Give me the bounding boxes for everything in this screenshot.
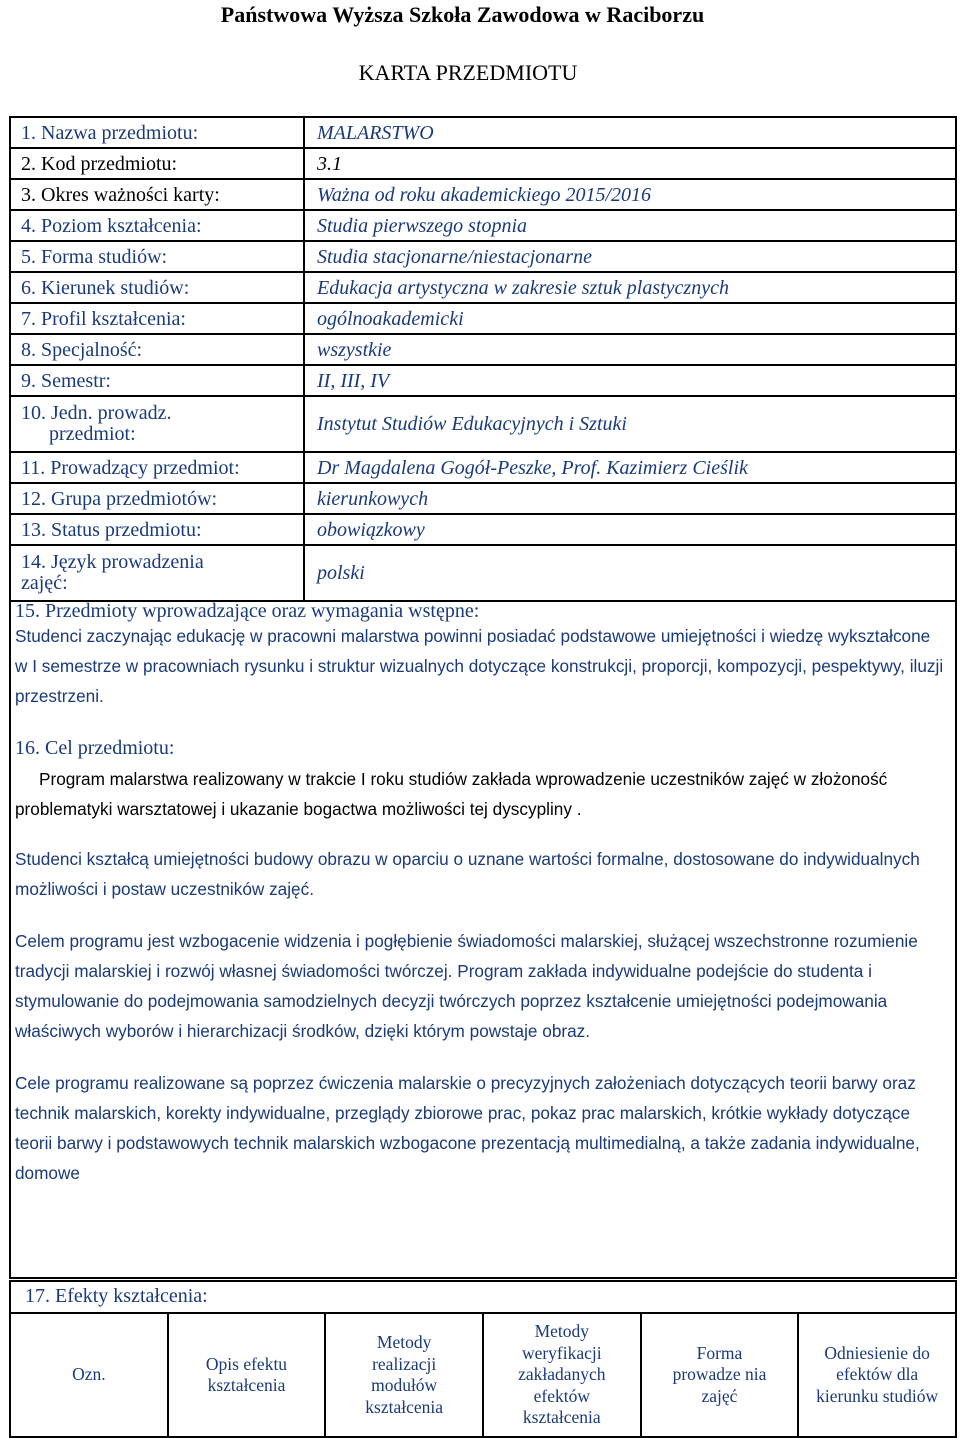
info-label-line: zajęć: bbox=[21, 572, 68, 594]
info-label: 4. Poziom kształcenia: bbox=[10, 210, 304, 241]
column-header: Ozn. bbox=[10, 1313, 168, 1437]
info-row bbox=[10, 334, 956, 365]
info-value: Studia stacjonarne/niestacjonarne bbox=[304, 241, 956, 272]
column-header: Metody realizacji modułów kształcenia bbox=[325, 1313, 483, 1437]
info-row bbox=[10, 483, 956, 514]
info-value: MALARSTWO bbox=[304, 117, 956, 148]
info-row bbox=[10, 514, 956, 545]
info-row bbox=[10, 365, 956, 396]
info-label: 9. Semestr: bbox=[10, 365, 304, 396]
info-value: kierunkowych bbox=[304, 483, 956, 514]
info-label-line: przedmiot: bbox=[49, 423, 136, 445]
info-label: 3. Okres ważności karty: bbox=[10, 179, 304, 210]
info-value: polski bbox=[304, 545, 956, 601]
info-value: Ważna od roku akademickiego 2015/2016 bbox=[304, 179, 956, 210]
info-value: II, III, IV bbox=[304, 365, 956, 396]
section-16-paragraph-3: Celem programu jest wzbogacenie widzenia i pogłębienie świadomości malarskiej, służącej wszechstronne rozumienie tradycji malarskiej i rozwój własnej świadomości twórczej. Program zakłada indywidualne podejście do studenta i stymulowanie do podejmowania samodzielnych decyzji twórczych poprzez kształcenie umiejętności podejmowania właściwych wyborów i hierarchizacji środków, dzięki którym powstaje obraz. bbox=[15, 931, 918, 1041]
info-row bbox=[10, 452, 956, 483]
info-value: wszystkie bbox=[304, 334, 956, 365]
info-label: 1. Nazwa przedmiotu: bbox=[10, 117, 304, 148]
section-17-heading: 17. Efekty kształcenia: bbox=[10, 1281, 956, 1313]
info-label bbox=[10, 396, 304, 452]
info-label: 6. Kierunek studiów: bbox=[10, 272, 304, 303]
section-15-text: Studenci zaczynając edukację w pracowni malarstwa powinni posiadać podstawowe umiejętności i wiedzę wykształcone w I semestrze w pracowniach rysunku i struktur wizualnych dotyczące konstrukcji, proporcji, kompozycji, pespektywy, iluzji przestrzeni. bbox=[15, 626, 944, 706]
section-16-heading: 16. Cel przedmiotu: bbox=[15, 737, 175, 759]
info-row bbox=[10, 545, 956, 601]
info-label-line: 14. Język prowadzenia bbox=[21, 551, 204, 573]
info-label: 8. Specjalność: bbox=[10, 334, 304, 365]
university-title: Państwowa Wyższa Szkoła Zawodowa w Raciborzu bbox=[220, 2, 705, 27]
column-header: Metody weryfikacji zakładanych efektów kształcenia bbox=[483, 1313, 641, 1437]
learning-outcomes-header-row bbox=[10, 1313, 956, 1437]
info-row bbox=[10, 396, 956, 452]
info-value: Edukacja artystyczna w zakresie sztuk plastycznych bbox=[304, 272, 956, 303]
info-label-line: 10. Jedn. prowadz. bbox=[21, 402, 172, 424]
info-row bbox=[10, 148, 956, 179]
info-row bbox=[10, 210, 956, 241]
section-16-paragraph-1: Program malarstwa realizowany w trakcie I roku studiów zakłada wprowadzenie uczestników zajęć w złożoność problematyki warsztatowej i ukazanie bogactwa możliwości tej dyscypliny . bbox=[15, 769, 888, 819]
column-header: Forma prowadze nia zajęć bbox=[641, 1313, 799, 1437]
info-label: 5. Forma studiów: bbox=[10, 241, 304, 272]
section-15-heading: 15. Przedmioty wprowadzające oraz wymagania wstępne: bbox=[15, 600, 480, 622]
course-description-section bbox=[9, 601, 957, 1279]
info-label: 2. Kod przedmiotu: bbox=[10, 148, 304, 179]
info-value: Instytut Studiów Edukacyjnych i Sztuki bbox=[304, 396, 956, 452]
learning-outcomes-heading-row bbox=[10, 1281, 956, 1313]
info-row bbox=[10, 117, 956, 148]
info-value: 3.1 bbox=[304, 148, 956, 179]
section-16-paragraph-2: Studenci kształcą umiejętności budowy obrazu w oparciu o uznane wartości formalne, dostosowane do indywidualnych możliwości i postaw uczestników zajęć. bbox=[15, 849, 920, 899]
info-value: ogólnoakademicki bbox=[304, 303, 956, 334]
info-label: 11. Prowadzący przedmiot: bbox=[10, 452, 304, 483]
course-info-table bbox=[9, 116, 957, 602]
info-value: obowiązkowy bbox=[304, 514, 956, 545]
info-label: 13. Status przedmiotu: bbox=[10, 514, 304, 545]
learning-outcomes-table bbox=[9, 1280, 957, 1438]
info-label bbox=[10, 545, 304, 601]
info-row bbox=[10, 303, 956, 334]
section-16-paragraph-4: Cele programu realizowane są poprzez ćwiczenia malarskie o precyzyjnych założeniach dotyczących teorii barwy oraz technik malarskich, korekty indywidualne, przeglądy zbiorowe prac, pokaz prac malarskich, krótkie wykłady dotyczące teorii barwy i podstawowych technik malarskich wzbogacone prezentacją multimedialną, a także zadania indywidualne, domowe bbox=[15, 1073, 920, 1183]
info-value: Dr Magdalena Gogół-Peszke, Prof. Kazimierz Cieślik bbox=[304, 452, 956, 483]
info-value: Studia pierwszego stopnia bbox=[304, 210, 956, 241]
info-row bbox=[10, 179, 956, 210]
column-header: Opis efektu kształcenia bbox=[168, 1313, 326, 1437]
column-header: Odniesienie do efektów dla kierunku studiów bbox=[798, 1313, 956, 1437]
info-row bbox=[10, 241, 956, 272]
info-label: 12. Grupa przedmiotów: bbox=[10, 483, 304, 514]
info-row bbox=[10, 272, 956, 303]
document-type-title: KARTA PRZEDMIOTU bbox=[358, 60, 578, 85]
info-label: 7. Profil kształcenia: bbox=[10, 303, 304, 334]
